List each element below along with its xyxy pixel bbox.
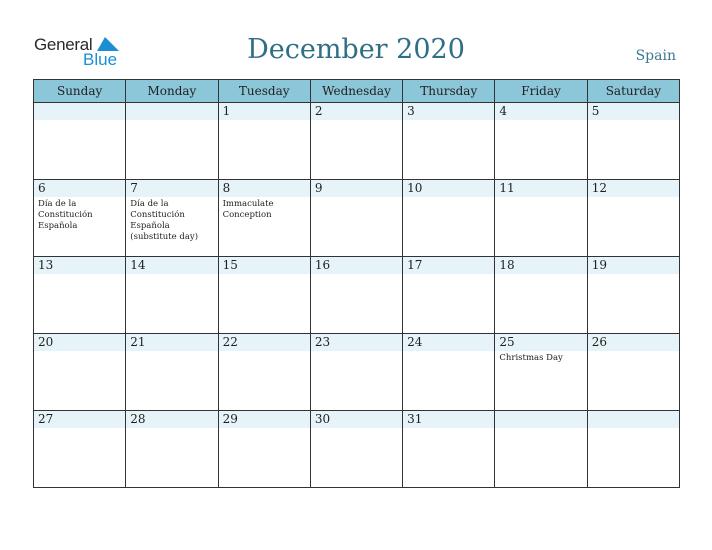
holiday-label (588, 197, 679, 199)
holiday-label (403, 197, 494, 199)
day-cell (310, 103, 402, 180)
day-cell (495, 180, 587, 257)
weekday-header: Friday (495, 80, 587, 103)
holiday-label (495, 428, 586, 430)
day-cell (587, 411, 679, 488)
day-number: 30 (311, 411, 402, 428)
day-cell (403, 180, 495, 257)
holiday-label (403, 428, 494, 430)
day-cell (587, 180, 679, 257)
holiday-label (126, 351, 217, 353)
holiday-label (403, 120, 494, 122)
week-row (34, 180, 680, 257)
day-number (34, 103, 125, 120)
day-number: 8 (219, 180, 310, 197)
day-cell (403, 411, 495, 488)
day-number: 12 (588, 180, 679, 197)
day-number: 29 (219, 411, 310, 428)
day-number: 2 (311, 103, 402, 120)
holiday-label: Immaculate Conception (222, 199, 274, 220)
day-cell (126, 334, 218, 411)
holiday-label (495, 120, 586, 122)
day-number: 17 (403, 257, 494, 274)
day-number: 6 (34, 180, 125, 197)
holiday-label (588, 428, 679, 430)
holiday-label (311, 428, 402, 430)
country-label: Spain (635, 48, 676, 64)
day-number: 11 (495, 180, 586, 197)
day-cell (34, 180, 126, 257)
day-cell (495, 411, 587, 488)
weekday-header-row (34, 80, 680, 103)
day-number (588, 411, 679, 428)
day-cell (403, 257, 495, 334)
holiday-label: Día de la Constitución Española (38, 199, 93, 231)
day-number: 18 (495, 257, 586, 274)
day-cell (403, 103, 495, 180)
holiday-label (588, 274, 679, 276)
holiday-label (219, 428, 310, 430)
holiday-label (495, 274, 586, 276)
day-cell (218, 180, 310, 257)
day-cell (218, 257, 310, 334)
holiday-label (219, 120, 310, 122)
day-number: 27 (34, 411, 125, 428)
day-number: 15 (219, 257, 310, 274)
day-cell (34, 411, 126, 488)
holiday-label (219, 274, 310, 276)
day-cell (34, 103, 126, 180)
day-cell (34, 257, 126, 334)
day-cell (495, 257, 587, 334)
day-cell (126, 103, 218, 180)
week-row (34, 103, 680, 180)
holiday-label (34, 120, 125, 122)
day-cell (587, 334, 679, 411)
day-cell (218, 411, 310, 488)
day-number: 1 (219, 103, 310, 120)
day-cell (310, 257, 402, 334)
holiday-label (34, 274, 125, 276)
day-number: 25 (495, 334, 586, 351)
day-cell (495, 334, 587, 411)
day-cell (126, 257, 218, 334)
day-cell (218, 103, 310, 180)
day-number: 7 (126, 180, 217, 197)
day-number: 5 (588, 103, 679, 120)
week-row (34, 411, 680, 488)
week-row (34, 334, 680, 411)
day-cell (126, 411, 218, 488)
holiday-label (588, 120, 679, 122)
holiday-label (403, 351, 494, 353)
week-row (34, 257, 680, 334)
holiday-label (126, 428, 217, 430)
weekday-header: Saturday (587, 80, 679, 103)
logo-general-text: General (34, 35, 93, 54)
day-number (495, 411, 586, 428)
day-cell (587, 257, 679, 334)
holiday-label (34, 351, 125, 353)
calendar-grid (33, 79, 680, 488)
day-cell (218, 334, 310, 411)
day-number: 31 (403, 411, 494, 428)
page-title: December 2020 (247, 34, 465, 65)
weekday-header: Wednesday (310, 80, 402, 103)
holiday-label (219, 351, 310, 353)
day-number: 10 (403, 180, 494, 197)
day-number: 19 (588, 257, 679, 274)
holiday-label (126, 120, 217, 122)
day-number: 14 (126, 257, 217, 274)
day-cell (495, 103, 587, 180)
weekday-header: Sunday (34, 80, 126, 103)
weekday-header: Monday (126, 80, 218, 103)
day-cell (403, 334, 495, 411)
day-cell (310, 180, 402, 257)
day-number: 4 (495, 103, 586, 120)
day-cell (587, 103, 679, 180)
holiday-label (588, 351, 679, 353)
day-cell (34, 334, 126, 411)
day-number: 13 (34, 257, 125, 274)
holiday-label (126, 274, 217, 276)
day-number: 23 (311, 334, 402, 351)
day-number: 16 (311, 257, 402, 274)
holiday-label (34, 428, 125, 430)
day-number (126, 103, 217, 120)
holiday-label (311, 274, 402, 276)
holiday-label (495, 197, 586, 199)
day-number: 24 (403, 334, 494, 351)
day-number: 21 (126, 334, 217, 351)
holiday-label (311, 120, 402, 122)
day-number: 9 (311, 180, 402, 197)
day-cell (310, 411, 402, 488)
holiday-label (311, 351, 402, 353)
holiday-label (403, 274, 494, 276)
weekday-header: Thursday (403, 80, 495, 103)
holiday-label: Christmas Day (499, 353, 563, 363)
day-number: 26 (588, 334, 679, 351)
day-number: 22 (219, 334, 310, 351)
day-cell (310, 334, 402, 411)
logo-blue-text: Blue (83, 50, 118, 69)
weekday-header: Tuesday (218, 80, 310, 103)
day-cell (126, 180, 218, 257)
holiday-label: Día de la Constitución Española (substitute day) (130, 199, 199, 242)
holiday-label (311, 197, 402, 199)
day-number: 20 (34, 334, 125, 351)
day-number: 28 (126, 411, 217, 428)
day-number: 3 (403, 103, 494, 120)
